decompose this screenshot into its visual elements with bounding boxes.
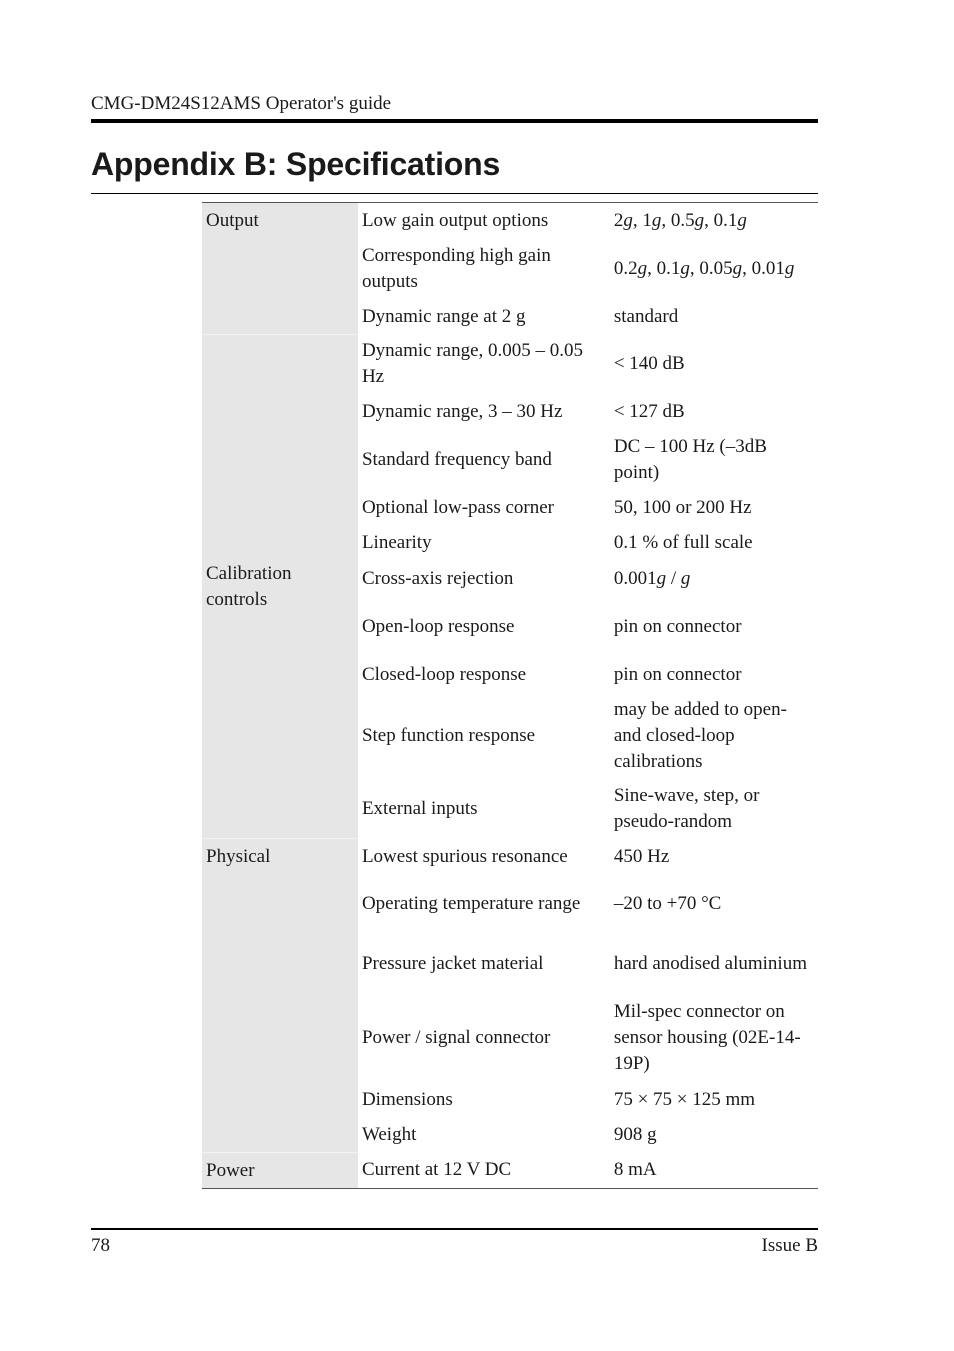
param-cell: Dynamic range, 0.005 – 0.05 Hz: [361, 340, 584, 387]
param-cell: Corresponding high gain outputs: [361, 244, 551, 292]
value-cell: hard anodised aluminium: [613, 953, 807, 974]
value-cell: 0.1 % of full scale: [613, 532, 753, 553]
value-cell: < 140 dB: [613, 353, 685, 374]
page-number: 78: [91, 1235, 110, 1256]
value-cell: standard: [613, 305, 679, 327]
value-cell: 2g, 1g, 0.5g, 0.1g: [613, 209, 747, 231]
param-cell: Closed-loop response: [361, 663, 527, 685]
param-cell: Dynamic range at 2 g: [361, 305, 526, 327]
value-cell: 0.2g, 0.1g, 0.05g, 0.01g: [613, 257, 795, 279]
specifications-table: [202, 202, 818, 1189]
param-cell: Open-loop response: [361, 615, 515, 637]
param-cell: Cross-axis rejection: [361, 567, 514, 589]
category-calibration: Calibration controls: [202, 335, 358, 839]
table-row: [202, 1153, 818, 1189]
value-cell: may be added to open- and closed-loop calibrations: [613, 698, 787, 772]
value-cell: DC – 100 Hz (–3dB point): [613, 435, 767, 483]
param-cell: Power / signal connector: [361, 1027, 551, 1048]
value-cell: 0.001g / g: [613, 567, 691, 589]
param-cell: Pressure jacket material: [361, 953, 544, 974]
table-row: [202, 839, 818, 875]
param-cell: Optional low-pass corner: [361, 496, 555, 518]
table-row: [202, 203, 818, 239]
param-cell: Current at 12 V DC: [361, 1159, 512, 1181]
param-cell: Lowest spurious resonance: [361, 845, 568, 867]
category-physical: Physical: [202, 839, 358, 1153]
category-output: Output: [202, 203, 358, 335]
param-cell: Dynamic range, 3 – 30 Hz: [361, 400, 563, 422]
table-row: [202, 335, 818, 394]
value-cell: –20 to +70 °C: [613, 893, 722, 914]
footer-rule: [91, 1228, 818, 1230]
value-cell: Sine-wave, step, or pseudo-random: [613, 784, 760, 832]
value-cell: 8 mA: [613, 1159, 657, 1181]
param-cell: Standard frequency band: [361, 448, 552, 470]
param-cell: Step function response: [361, 724, 536, 746]
param-cell: Operating temperature range: [361, 893, 581, 914]
value-cell: 908 g: [613, 1124, 657, 1145]
page-title: Appendix B: Specifications: [91, 146, 501, 182]
param-cell: External inputs: [361, 797, 478, 819]
value-cell: < 127 dB: [613, 400, 685, 422]
value-cell: 50, 100 or 200 Hz: [613, 496, 752, 518]
param-cell: Low gain output options: [361, 209, 549, 231]
title-rule: [91, 193, 818, 194]
value-cell: pin on connector: [613, 615, 742, 637]
running-header: CMG-DM24S12AMS Operator's guide: [91, 93, 392, 114]
param-cell: Weight: [361, 1124, 417, 1145]
value-cell: pin on connector: [613, 663, 742, 685]
param-cell: Linearity: [361, 532, 432, 553]
param-cell: Dimensions: [361, 1088, 453, 1110]
header-rule: [91, 119, 818, 123]
value-cell: 450 Hz: [613, 845, 670, 867]
value-cell: Mil-spec connector on sensor housing (02E-14-19P): [613, 1001, 801, 1074]
category-power: Power: [202, 1153, 358, 1189]
issue-label: Issue B: [761, 1235, 818, 1256]
value-cell: 75 × 75 × 125 mm: [613, 1088, 756, 1110]
